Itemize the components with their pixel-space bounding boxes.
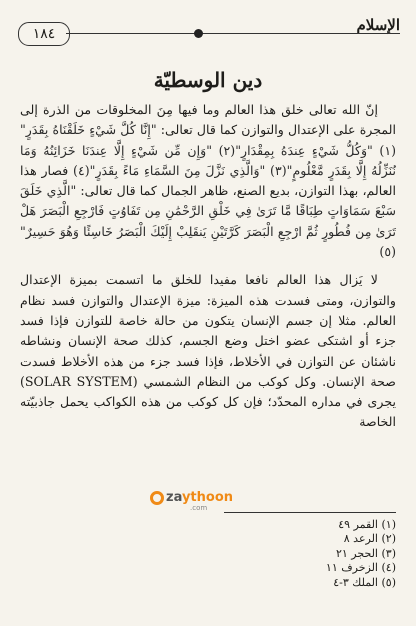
footnote-2: (٢) الرعد ٨: [343, 532, 396, 546]
page-number: ١٨٤: [18, 22, 70, 46]
text-run: لا يَزال هذا العالم نافعا مفيدا للخلق ما اتسمت بميزة الإعتدال والتوازن، ومتى فسدت هذه الميزة: ميزة الإعتدال والتوازن فسد نظام العالم. مثلا إن جسم الإنسان يتكون من حالة خاصة للتوازن فإذا فسد جزء أو اشتكى عضو اختل وضع الجسم، كذلك صحة الإنسان ونشاطه ناشئان عن التوازن في الأخلاط، فإذا فسد جزء من هذه الأخلاط فسدت صحة الإنسان. وكل كوكب من النظام الشمسي (SOLAR SYSTEM) يجرى في مداره المحدّد؛ فإن كل كوكب من هذه الكواكب يحمل جاذبيّته الخاصة: [20, 272, 396, 430]
footnote-rule: [224, 512, 396, 513]
text-run: فصار هذا العالم، بهذا التوازن، بديع الصنع، ظاهر الجمال كما قال تعالى:: [20, 162, 397, 199]
logo-word: zaythoon: [166, 490, 234, 505]
header-title: الإسلام: [356, 16, 400, 34]
header-rule-dot: [194, 29, 203, 38]
logo-mark-icon: [150, 491, 164, 505]
quran-quote: "وَإِن مِّن شَيْءٍ إِلَّا عِندَنَا خَزَائِنُهُ وَمَا نُنَزِّلُهُ إِلَّا بِقَدَرٍ مَّعْلُومٍ"(٣): [20, 142, 396, 178]
footnote-1: (١) القمر ٤٩: [338, 518, 396, 531]
footnotes: [326, 518, 396, 590]
paragraph-2: [20, 270, 396, 432]
logo-domain: .com: [190, 504, 208, 512]
paragraph-1: [20, 100, 396, 262]
footnote-3: (٣) الحجر ٢١: [335, 546, 396, 560]
footnote-4: (٤) الزخرف ١١: [325, 561, 396, 575]
quran-quote: "إِنَّا كُلَّ شَيْءٍ خَلَقْنَاهُ بِقَدَرٍ"(١): [20, 122, 396, 158]
chapter-title: دين الوسطيّة: [153, 68, 263, 92]
watermark-logo: [150, 487, 233, 512]
quran-quote: "وَكُلُّ شَيْءٍ عِندَهُ بِمِقْدَارٍ"(٢): [218, 142, 373, 158]
quran-quote: "وَالَّذِي نَزَّلَ مِنَ السَّمَاءِ مَاءً بِقَدَرٍ"(٤): [73, 162, 266, 178]
body-text: [20, 100, 396, 433]
header-rule: [66, 33, 400, 34]
footnote-5: (٥) الملك ٣-٤: [333, 575, 396, 589]
quran-quote: "الَّذِي خَلَقَ سَبْعَ سَمَاوَاتٍ طِبَاقًا مَّا تَرَىٰ فِي خَلْقِ الرَّحْمَٰنِ مِن تَفَاوُتٍ فَارْجِعِ الْبَصَرَ هَلْ تَرَىٰ مِن فُطُورٍ ثُمَّ ارْجِعِ الْبَصَرَ كَرَّتَيْنِ يَنقَلِبْ إِلَيْكَ الْبَصَرُ خَاسِئًا وَهُوَ حَسِيرٌ"(٥): [20, 183, 396, 260]
running-header: [14, 8, 400, 42]
text-run: إنّ الله تعالى خلق هذا العالم وما فيها مِنَ المخلوقات من الذرة إلى المجرة على الإعتدال والتوازن كما قال تعالى:: [20, 102, 396, 138]
